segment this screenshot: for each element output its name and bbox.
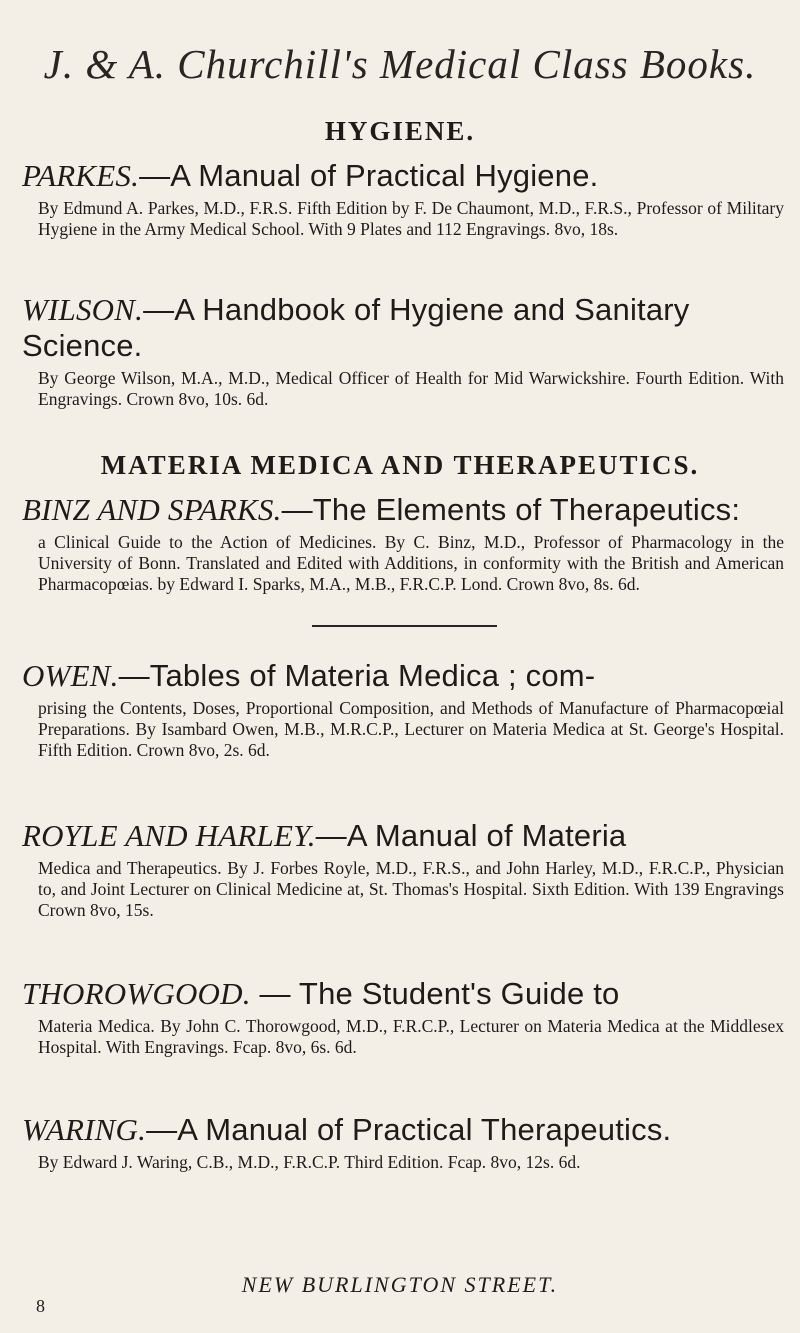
entry-title: —A Manual of Practical Therapeutics.	[146, 1112, 672, 1147]
entry-author: BINZ AND SPARKS.	[22, 492, 282, 527]
entry-details: Materia Medica. By John C. Thorowgood, M.D., F.R.C.P., Lecturer on Materia Medica at the Middlesex Hospital. With Engravings. Fcap. 8vo, 6s. 6d.	[38, 1016, 784, 1057]
book-entry-waring	[22, 1112, 784, 1173]
entry-author: PARKES.	[22, 158, 140, 193]
entry-details: By Edmund A. Parkes, M.D., F.R.S. Fifth Edition by F. De Chaumont, M.D., F.R.S., Professor of Military Hygiene in the Army Medical School. With 9 Plates and 112 Engravings. 8vo, 18s.	[38, 198, 784, 239]
entry-title: —A Manual of Practical Hygiene.	[139, 158, 599, 193]
page-number: 8	[36, 1296, 45, 1316]
entry-title: —A Handbook of Hygiene and Sanitary Science.	[22, 292, 690, 363]
book-entry-royle-and-harley	[22, 818, 784, 921]
book-entry-thorowgood	[22, 976, 784, 1058]
entry-title: —Tables of Materia Medica ; com-	[118, 658, 596, 693]
entry-headline	[22, 492, 784, 528]
book-entry-binz-and-sparks	[22, 492, 784, 595]
entry-author: THOROWGOOD.	[22, 976, 251, 1011]
entry-author: ROYLE AND HARLEY.	[22, 818, 316, 853]
entry-headline	[22, 658, 784, 694]
entry-details: Medica and Therapeutics. By J. Forbes Royle, M.D., F.R.S., and John Harley, M.D., F.R.C.P., Physician to, and Joint Lecturer on Clinical Medicine at, St. Thomas's Hospital. Sixth Edition. With 139 Engravings Crown 8vo, 15s.	[38, 858, 784, 920]
entry-details: prising the Contents, Doses, Proportional Composition, and Methods of Manufacture of Pharmacopœial Preparations. By Isambard Owen, M.B., M.R.C.P., Lecturer on Materia Medica at St. George's Hospital. Fifth Edition. Crown 8vo, 2s. 6d.	[38, 698, 784, 760]
footer-address: NEW BURLINGTON STREET.	[241, 1272, 559, 1297]
running-head: J. & A. Churchill's Medical Class Books.	[43, 41, 757, 87]
entry-title: —The Elements of Therapeutics:	[281, 492, 741, 527]
book-entry-owen	[22, 658, 784, 761]
section-divider	[312, 625, 497, 627]
book-entry-parkes	[22, 158, 784, 240]
entry-details: By Edward J. Waring, C.B., M.D., F.R.C.P. Third Edition. Fcap. 8vo, 12s. 6d.	[38, 1152, 581, 1172]
entry-author: WILSON.	[22, 292, 144, 327]
entry-headline	[22, 292, 784, 364]
section-heading-hygiene: HYGIENE.	[324, 116, 476, 146]
entry-headline	[22, 1112, 784, 1148]
book-entry-wilson	[22, 292, 784, 410]
entry-author: OWEN.	[22, 658, 119, 693]
entry-details: By George Wilson, M.A., M.D., Medical Officer of Health for Mid Warwickshire. Fourth Edition. With Engravings. Crown 8vo, 10s. 6d.	[38, 368, 784, 409]
entry-headline	[22, 818, 784, 854]
entry-headline	[22, 976, 784, 1012]
entry-headline	[22, 158, 784, 194]
entry-title: — The Student's Guide to	[250, 976, 620, 1011]
entry-title: —A Manual of Materia	[315, 818, 627, 853]
section-heading-materia-medica: MATERIA MEDICA AND THERAPEUTICS.	[100, 450, 700, 480]
entry-details: a Clinical Guide to the Action of Medicines. By C. Binz, M.D., Professor of Pharmacology in the University of Bonn. Translated and Edited with Additions, in conformity with the British and American Pharmacopœias. by Edward I. Sparks, M.A., M.B., F.R.C.P. Lond. Crown 8vo, 8s. 6d.	[38, 532, 784, 594]
entry-author: WARING.	[22, 1112, 147, 1147]
